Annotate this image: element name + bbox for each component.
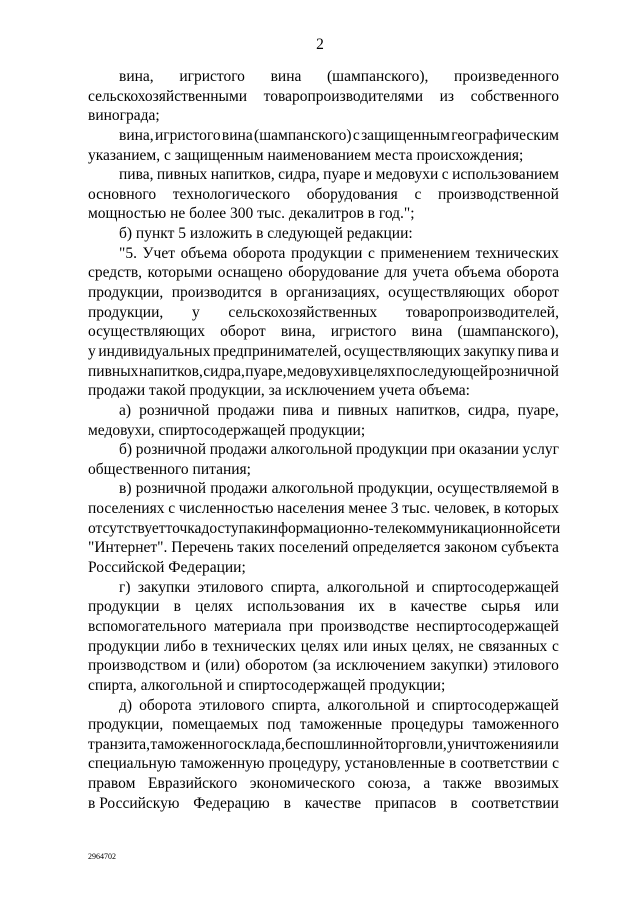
line-text: б) пункт 5 изложить в следующей редакции: [119,225,413,243]
word: сети [531,519,561,537]
word: таможенную [180,755,265,773]
word: напитков, [210,166,275,184]
word: Перечень [171,539,234,557]
word: экономического [249,775,356,793]
word: осуществляющих [88,323,205,341]
word: "5. [119,244,137,262]
word: в [173,598,181,616]
text-line [88,342,559,362]
word: у [191,303,200,321]
word: "Интернет". [88,539,168,557]
word: пива, [119,166,154,184]
word: собственного [470,87,559,105]
word: продажи [209,441,267,459]
word: (или) [205,657,240,675]
word: или [343,637,368,655]
word: б) [119,441,133,459]
text-line [88,499,559,519]
word: оборудование [288,264,380,282]
word: с [552,637,559,655]
word: г) [119,578,131,596]
word: игристого [154,126,221,144]
word: с [168,500,176,518]
word: сельскохозяйственными [88,87,248,105]
word: технических [475,244,559,262]
word: в [450,794,458,812]
word: вина, [280,323,316,341]
word: доступа [201,519,254,537]
text-line [88,165,559,185]
word: предпринимателей, [213,342,342,360]
word: сидра, [203,362,245,380]
word: вспомогательного [88,617,207,635]
word: спирта, [270,578,320,596]
word: оборудования [306,185,398,203]
word: уничтожения [447,735,535,753]
word: с [352,126,360,144]
word: пуаре, [517,401,559,419]
text-line [88,244,559,264]
word: продажи [217,401,275,419]
word: вина, [119,68,154,85]
word: в [448,755,457,773]
word: напитков, [395,401,461,419]
word: пивных [88,362,139,380]
word: а) [119,401,132,419]
word: закупки [137,578,191,596]
word: человек, [433,500,490,518]
text-line [88,204,559,224]
word: игристого [330,323,397,341]
word: качестве [304,794,362,812]
word: и [321,401,330,419]
text-line [88,656,559,676]
word: медовухи [375,166,439,184]
word: в Российскую [88,794,180,812]
word: пива [282,401,314,419]
word: целях [300,637,339,655]
word: пуаре, [245,362,287,380]
word: алкогольной [326,578,409,596]
text-line [88,146,559,166]
word: также [442,775,482,793]
word: средств, [88,264,143,282]
word: этилового [198,696,265,714]
text-line [88,754,559,774]
word: с [368,244,375,262]
word: и [416,578,425,596]
word: в [551,480,559,498]
word: и [191,657,201,675]
word: Федерацию [193,794,270,812]
text-line [88,67,559,87]
text-line [88,637,559,657]
word: продукции [356,441,428,459]
word: соответствии [471,794,559,812]
word: правом [88,775,136,793]
text-line [88,479,559,499]
word: союза, [367,775,411,793]
text-line [88,185,559,205]
line-text: указанием, с защищенным наименованием места происхождения; [88,146,524,164]
text-line [88,322,559,342]
text-line [88,421,559,441]
word: продукции, [88,284,164,302]
word: закупки) [430,657,488,675]
word: установленные [344,755,445,773]
word: сидра, [468,401,510,419]
word: к [253,519,262,537]
word: информационно-телекоммуникационной [261,519,532,537]
word: использования [247,598,345,616]
text-line [88,381,559,401]
page-number: 2 [316,36,324,53]
line-text: спирта, алкогольной и спиртосодержащей продукции; [88,676,446,694]
word: и [550,342,559,360]
word: оборот [220,323,266,341]
word: Учет [142,244,175,262]
word: произведенного [454,68,559,85]
word: у [88,342,96,360]
word: осуществляющих [388,284,506,302]
word: медовухи [286,362,350,380]
word: материала [213,617,282,635]
word: таких [237,539,275,557]
text-line [88,735,559,755]
word: продукции, [88,716,164,734]
word: определяется [352,539,441,557]
word: или [534,598,559,616]
word: процедуры [391,716,464,734]
word: и [363,166,373,184]
word: защищенным [361,126,450,144]
word: учета [412,264,449,282]
word: а [423,775,431,793]
word: беспошлинной [285,735,384,753]
word: спиртосодержащей [431,696,559,714]
word: оборота [506,264,559,282]
word: объема [180,244,228,262]
word: для [384,264,408,282]
word: в) [119,480,132,498]
word: товаропроизводителей, [405,303,559,321]
word: производстве [320,617,409,635]
word: специальную [88,755,177,773]
text-line [88,440,559,460]
word: услуг [522,441,559,459]
word: в [493,500,501,518]
word: сельскохозяйственных [228,303,378,321]
word: (за [312,657,331,675]
word: тыс. [402,500,431,518]
text-line [88,362,559,382]
word: в [389,598,397,616]
word: розничной [488,362,559,380]
word: продукции, [88,303,164,321]
word: при [431,441,456,459]
word: технических [212,637,297,655]
word: и [416,696,425,714]
word: отсутствует [88,519,166,537]
text-line [88,676,559,696]
word: помещаемых [172,716,259,734]
document-body [88,67,559,813]
word: или [534,735,559,753]
word: целях, [411,637,454,655]
document-code: 2964702 [88,852,116,861]
text-line [88,558,559,578]
word: их [358,598,375,616]
word: законом [444,539,498,557]
word: пива [517,342,549,360]
word: розничной [135,480,207,498]
word: не [458,637,474,655]
text-line [88,303,559,323]
word: в [270,284,278,302]
word: индивидуальных [98,342,211,360]
line-text: Российской Федерации; [88,559,246,577]
word: из [439,87,455,105]
word: оказании [459,441,519,459]
word: поселений [278,539,349,557]
word: целях [357,362,396,380]
word: оборот [513,284,559,302]
word: оборота [232,244,286,262]
text-line [88,794,559,814]
word: менее [348,500,388,518]
word: с [552,755,559,773]
word: которых [504,500,559,518]
word: вина [221,126,253,144]
word: объема [454,264,502,282]
word: пивных [337,401,388,419]
text-line [88,597,559,617]
word: припасов [374,794,437,812]
text-line [88,126,559,146]
word: при [288,617,314,635]
text-line [88,578,559,598]
line-text: медовухи, спиртосодержащей продукции; [88,421,366,439]
word: вина [270,68,302,85]
word: в [200,637,208,655]
line-text: общественного питания; [88,460,251,478]
text-line [88,224,559,244]
word: розничной [139,401,210,419]
word: в [350,362,358,380]
text-line [88,401,559,421]
word: спирта, [271,696,321,714]
text-line [88,696,559,716]
word: торговли, [383,735,447,753]
word: спиртосодержащей [431,578,559,596]
word: соответствии [460,755,548,773]
word: производится [171,284,262,302]
word: с [414,185,422,203]
text-line [88,538,559,558]
word: целях [195,598,233,616]
word: ввозимых [494,775,559,793]
word: связанных [478,637,548,655]
word: сырья [481,598,521,616]
word: использованием [452,166,559,184]
word: алкогольной [271,480,354,498]
word: товаропроизводителями [263,87,424,105]
word: таможенного [472,716,559,734]
word: вина, [119,126,154,144]
word: склада, [237,735,285,753]
text-line [88,283,559,303]
word: Евразийского [148,775,238,793]
word: поселениях [88,500,165,518]
word: которыми [147,264,213,282]
word: исключением [336,657,426,675]
line-text: мощностью не более 300 тыс. декалитров в год."; [88,205,415,223]
text-line [88,519,559,539]
word: иных [372,637,408,655]
line-text: винограда; [88,107,160,125]
text-line [88,106,559,126]
word: оснащено [217,264,283,282]
text-line [88,774,559,794]
word: закупку [463,342,515,360]
word: либо [164,637,196,655]
word: процедуру, [268,755,341,773]
word: этилового [197,578,264,596]
word: технологического [172,185,291,203]
word: алкогольной [270,441,353,459]
word: продажи [210,480,268,498]
word: этилового [493,657,559,675]
word: точка [165,519,202,537]
word: алкогольной [327,696,410,714]
word: населения [277,500,345,518]
word: осуществляющих [343,342,461,360]
word: качестве [410,598,467,616]
word: осуществляемой [437,480,548,498]
word: пуаре [323,166,361,184]
word: оборотом [245,657,308,675]
word: производственной [437,185,559,203]
word: оборота [139,696,192,714]
word: таможенного [150,735,237,753]
word: географическим [451,126,559,144]
word: 3 [390,500,399,518]
word: под [267,716,291,734]
word: производством [88,657,187,675]
word: основного [88,185,157,203]
word: с [441,166,449,184]
word: таможенные [299,716,383,734]
text-line [88,715,559,735]
word: неспиртосодержащей [416,617,559,635]
word: игристого [179,68,245,85]
word: (шампанского), [327,68,429,85]
word: (шампанского), [457,323,559,341]
word: продукции [291,244,363,262]
word: пивных [156,166,208,184]
text-line [88,87,559,107]
text-line [88,617,559,637]
word: применением [380,244,470,262]
word: вина [411,323,443,341]
word: (шампанского) [254,126,352,144]
word: продукции [88,637,160,655]
text-line [88,460,559,480]
word: продукции [88,598,160,616]
word: розничной [135,441,207,459]
word: транзита, [88,735,151,753]
word: численностью [178,500,274,518]
text-line [88,263,559,283]
word: в [283,794,291,812]
word: продукции, [357,480,434,498]
word: напитков, [138,362,203,380]
line-text: продажи такой продукции, за исключением учета объема: [88,382,470,400]
word: сидра, [278,166,320,184]
word: д) [119,696,133,714]
word: организациях, [285,284,380,302]
word: последующей [396,362,489,380]
word: субъекта [501,539,559,557]
